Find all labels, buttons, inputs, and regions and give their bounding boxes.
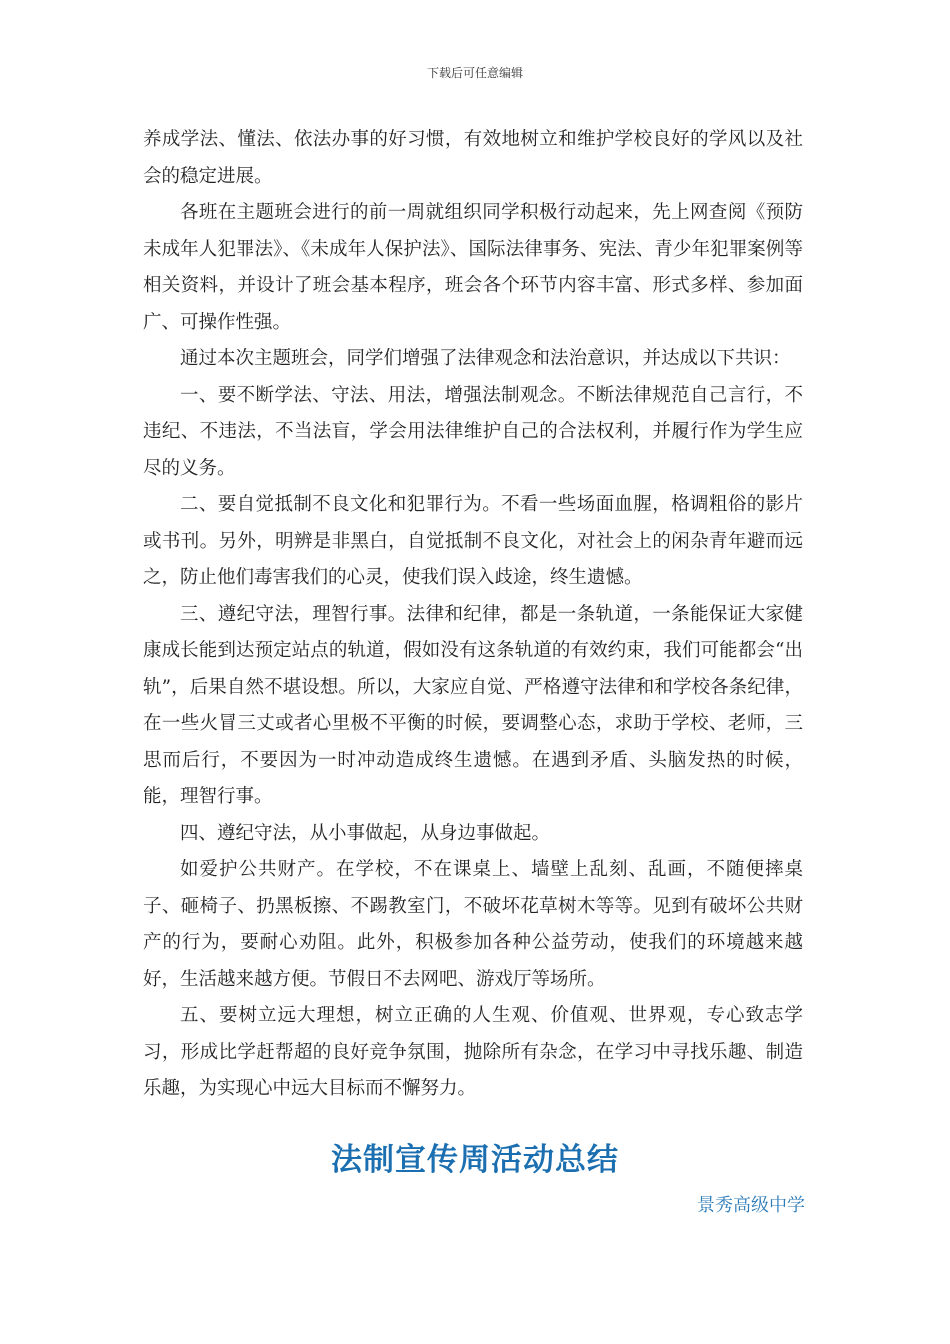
document-body [143, 122, 803, 1108]
paragraph: 通过本次主题班会，同学们增强了法律观念和法治意识，并达成以下共识： [180, 348, 791, 369]
paragraph: 二、要自觉抵制不良文化和犯罪行为。不看一些场面血腥，格调粗俗的影片或书刊。另外，明辨是非黑白，自觉抵制不良文化，对社会上的闲杂青年避而远之，防止他们毒害我们的心灵，使我们误入歧途，终生遗憾。 [143, 494, 803, 588]
paragraph: 一、要不断学法、守法、用法，增强法制观念。不断法律规范自己言行，不违纪、不违法，不当法盲，学会用法律维护自己的合法权利，并履行作为学生应尽的义务。 [143, 384, 803, 479]
paragraph: 五、要树立远大理想，树立正确的人生观、价值观、世界观，专心致志学习，形成比学赶帮超的良好竞争氛围，抛除所有杂念，在学习中寻找乐趣、制造乐趣，为实现心中远大目标而不懈努力。 [143, 1005, 803, 1099]
paragraph: 各班在主题班会进行的前一周就组织同学积极行动起来，先上网查阅《预防未成年人犯罪法》、《未成年人保护法》、国际法律事务、宪法、青少年犯罪案例等相关资料，并设计了班会基本程序，班会各个环节内容丰富、形式多样、参加面广、可操作性强。 [143, 202, 803, 333]
page-header-note: 下载后可任意编辑 [426, 66, 523, 80]
document-title: 法制宣传周活动总结 [331, 1142, 619, 1178]
paragraph: 四、遵纪守法，从小事做起，从身边事做起。 [180, 822, 551, 844]
school-name: 景秀高级中学 [697, 1195, 805, 1216]
paragraph: 三、遵纪守法，理智行事。法律和纪律，都是一条轨道，一条能保证大家健康成长能到达预定站点的轨道，假如没有这条轨道的有效约束，我们可能都会“出轨”，后果自然不堪设想。所以，大家应自觉、严格遵守法律和和学校各条纪律，在一些火冒三丈或者心里极不平衡的时候，要调整心态，求助于学校、老师，三思而后行，不要因为一时冲动造成终生遗憾。在遇到矛盾、头脑发热的时候，能，理智行事。 [143, 603, 803, 807]
paragraph: 养成学法、懂法、依法办事的好习惯，有效地树立和维护学校良好的学风以及社会的稳定进展。 [143, 129, 803, 187]
paragraph: 如爱护公共财产。在学校，不在课桌上、墙壁上乱刻、乱画，不随便摔桌子、砸椅子、扔黑板擦、不踢教室门，不破坏花草树木等等。见到有破坏公共财产的行为，要耐心劝阻。此外，积极参加各种公益劳动，使我们的环境越来越好，生活越来越方便。节假日不去网吧、游戏厅等场所。 [143, 859, 803, 990]
